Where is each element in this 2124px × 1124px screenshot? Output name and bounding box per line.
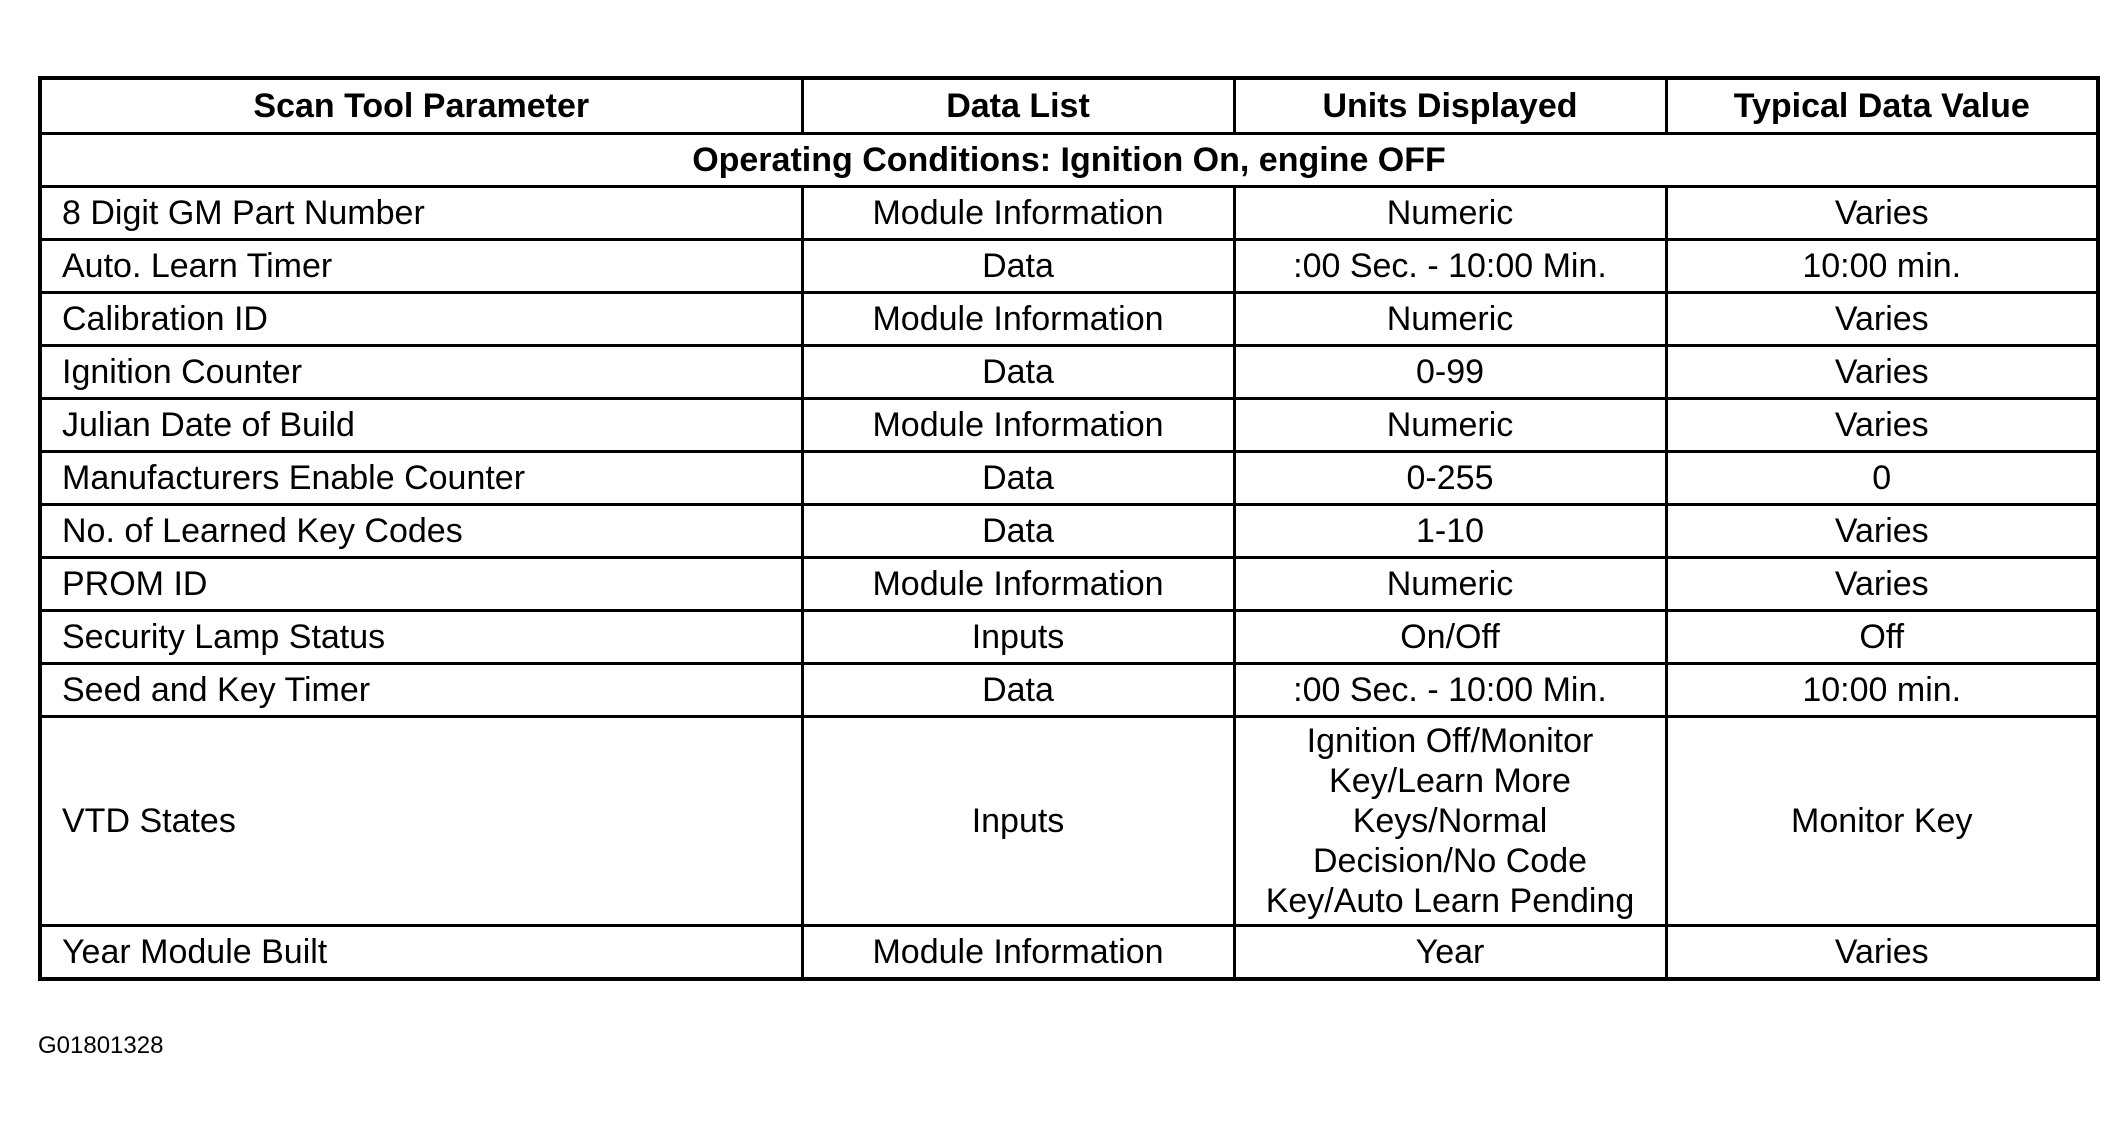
- cell-units: Numeric: [1234, 187, 1666, 240]
- cell-parameter: No. of Learned Key Codes: [40, 505, 802, 558]
- cell-data-list: Inputs: [802, 717, 1234, 926]
- cell-units: 0-99: [1234, 346, 1666, 399]
- units-line: Keys/Normal: [1352, 802, 1548, 840]
- cell-units: Year: [1234, 926, 1666, 980]
- cell-data-list: Data: [802, 240, 1234, 293]
- cell-typical: Varies: [1666, 399, 2098, 452]
- cell-units: :00 Sec. - 10:00 Min.: [1234, 240, 1666, 293]
- cell-typical: 10:00 min.: [1666, 664, 2098, 717]
- cell-typical: Varies: [1666, 558, 2098, 611]
- cell-units: [1234, 717, 1666, 926]
- cell-data-list: Data: [802, 505, 1234, 558]
- header-row: [40, 78, 2098, 134]
- header-scan-tool-parameter: Scan Tool Parameter: [40, 78, 802, 134]
- table-row: [40, 717, 2098, 926]
- units-line: Decision/No Code: [1312, 842, 1588, 880]
- table-row: [40, 611, 2098, 664]
- cell-data-list: Module Information: [802, 926, 1234, 980]
- table-row: [40, 346, 2098, 399]
- cell-data-list: Module Information: [802, 187, 1234, 240]
- cell-data-list: Data: [802, 664, 1234, 717]
- table-row: [40, 399, 2098, 452]
- scan-tool-data-table: [38, 76, 2100, 981]
- cell-parameter: VTD States: [40, 717, 802, 926]
- table-row: [40, 926, 2098, 980]
- table-row: [40, 664, 2098, 717]
- table-row: [40, 452, 2098, 505]
- cell-data-list: Module Information: [802, 399, 1234, 452]
- cell-data-list: Module Information: [802, 293, 1234, 346]
- header-typical-data-value: Typical Data Value: [1666, 78, 2098, 134]
- cell-parameter: Seed and Key Timer: [40, 664, 802, 717]
- cell-units: 0-255: [1234, 452, 1666, 505]
- cell-units: Numeric: [1234, 399, 1666, 452]
- cell-typical: Monitor Key: [1666, 717, 2098, 926]
- cell-typical: Varies: [1666, 346, 2098, 399]
- cell-units: 1-10: [1234, 505, 1666, 558]
- cell-typical: 0: [1666, 452, 2098, 505]
- cell-parameter: Year Module Built: [40, 926, 802, 980]
- cell-parameter: Julian Date of Build: [40, 399, 802, 452]
- cell-parameter: Calibration ID: [40, 293, 802, 346]
- cell-data-list: Data: [802, 346, 1234, 399]
- cell-units: :00 Sec. - 10:00 Min.: [1234, 664, 1666, 717]
- cell-parameter: Manufacturers Enable Counter: [40, 452, 802, 505]
- header-data-list: Data List: [802, 78, 1234, 134]
- table-row: [40, 505, 2098, 558]
- units-line: Key/Learn More: [1329, 762, 1571, 800]
- header-units-displayed: Units Displayed: [1234, 78, 1666, 134]
- section-row: [40, 134, 2098, 187]
- figure-id: G01801328: [38, 1032, 164, 1059]
- cell-data-list: Data: [802, 452, 1234, 505]
- table-row: [40, 187, 2098, 240]
- cell-parameter: Security Lamp Status: [40, 611, 802, 664]
- cell-typical: Off: [1666, 611, 2098, 664]
- units-line: Key/Auto Learn Pending: [1265, 882, 1635, 920]
- cell-parameter: PROM ID: [40, 558, 802, 611]
- table-row: [40, 558, 2098, 611]
- table-row: [40, 293, 2098, 346]
- units-line: Ignition Off/Monitor: [1306, 722, 1594, 760]
- cell-typical: 10:00 min.: [1666, 240, 2098, 293]
- cell-data-list: Inputs: [802, 611, 1234, 664]
- cell-data-list: Module Information: [802, 558, 1234, 611]
- cell-typical: Varies: [1666, 926, 2098, 980]
- table-row: [40, 240, 2098, 293]
- cell-units: Numeric: [1234, 293, 1666, 346]
- section-title: Operating Conditions: Ignition On, engine OFF: [40, 134, 2098, 187]
- cell-typical: Varies: [1666, 505, 2098, 558]
- cell-units: Numeric: [1234, 558, 1666, 611]
- cell-typical: Varies: [1666, 187, 2098, 240]
- cell-parameter: Auto. Learn Timer: [40, 240, 802, 293]
- cell-parameter: 8 Digit GM Part Number: [40, 187, 802, 240]
- cell-parameter: Ignition Counter: [40, 346, 802, 399]
- cell-typical: Varies: [1666, 293, 2098, 346]
- cell-units: On/Off: [1234, 611, 1666, 664]
